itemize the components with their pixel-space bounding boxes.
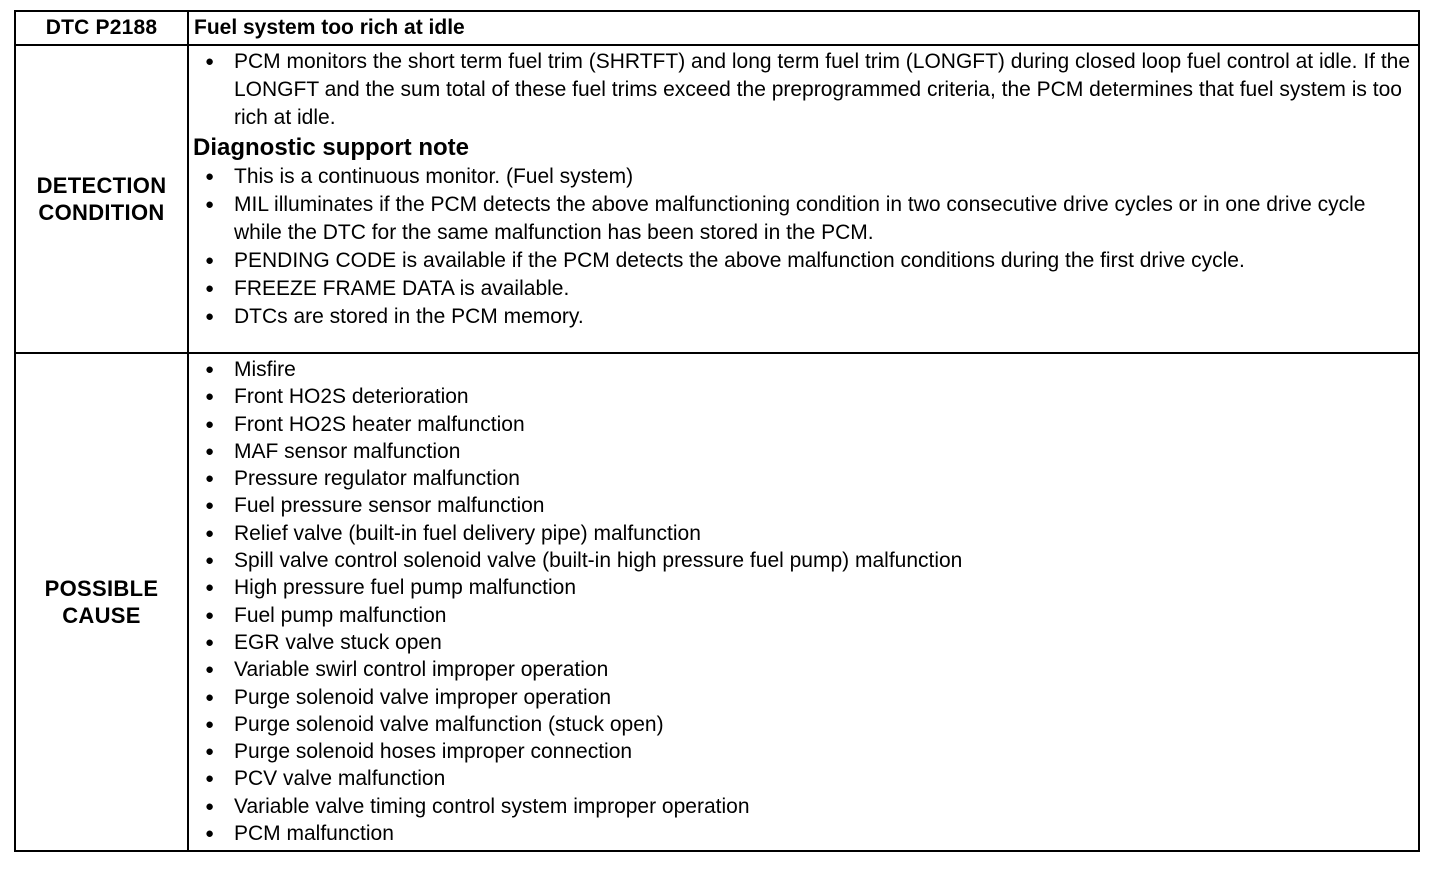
bullet-icon: ● (205, 252, 215, 269)
header-row (15, 11, 1419, 45)
list-item (193, 411, 1410, 438)
list-item-text: Variable valve timing control system improper operation (234, 794, 750, 818)
bullet-icon: ● (205, 825, 215, 843)
possible-cause-content (188, 353, 1419, 851)
list-item-text: Pressure regulator malfunction (234, 467, 520, 491)
list-item-text: Fuel pressure sensor malfunction (234, 494, 545, 518)
bullet-icon: ● (205, 797, 215, 815)
list-item (193, 629, 1410, 656)
list-item-text: Spill valve control solenoid valve (built-in high pressure fuel pump) malfunction (234, 549, 963, 573)
list-item (193, 275, 1410, 303)
bullet-icon: ● (205, 552, 215, 570)
bullet-icon: ● (205, 715, 215, 733)
bullet-icon: ● (205, 743, 215, 761)
cause-label-line1: POSSIBLE (44, 576, 159, 601)
list-item-text: MIL illuminates if the PCM detects the above malfunctioning condition in two consecutive drive cycles or in one drive cycle while the DTC for the same malfunction has been stored in the PCM. (234, 193, 1366, 244)
detection-intro-list (193, 48, 1410, 132)
list-item-text: MAF sensor malfunction (234, 439, 461, 463)
bullet-icon: ● (205, 470, 215, 488)
bullet-icon: ● (205, 770, 215, 788)
detection-condition-content (188, 45, 1419, 353)
detection-condition-label (15, 45, 188, 353)
list-item-text: Purge solenoid valve improper operation (234, 685, 612, 709)
list-item (193, 383, 1410, 410)
list-item-text: Purge solenoid hoses improper connection (234, 740, 633, 764)
list-item (193, 520, 1410, 547)
bullet-icon: ● (205, 497, 215, 515)
bullet-icon: ● (205, 361, 215, 378)
diagnostic-notes-list (193, 163, 1410, 331)
bullet-icon: ● (205, 415, 215, 433)
list-item-text: High pressure fuel pump malfunction (234, 576, 577, 600)
list-item (193, 247, 1410, 275)
list-item (193, 765, 1410, 792)
dtc-table (14, 10, 1420, 852)
list-item (193, 738, 1410, 765)
list-item (193, 602, 1410, 629)
bullet-icon: ● (205, 688, 215, 706)
possible-cause-label (15, 353, 188, 851)
dtc-code: DTC P2188 (15, 11, 188, 45)
list-item-text: PCM monitors the short term fuel trim (SHRTFT) and long term fuel trim (LONGFT) during closed loop fuel control at idle. If the LONGFT and the sum total of these fuel trims exceed the preprogrammed criteria, the PCM determines that fuel system is too rich at idle. (234, 50, 1411, 129)
list-item (193, 574, 1410, 601)
list-item-text: DTCs are stored in the PCM memory. (234, 305, 584, 328)
bullet-icon: ● (205, 308, 215, 325)
list-item-text: PCV valve malfunction (234, 767, 446, 791)
list-item (193, 793, 1410, 820)
dtc-title: Fuel system too rich at idle (188, 11, 1419, 45)
bullet-icon: ● (205, 168, 215, 185)
list-item (193, 684, 1410, 711)
bullet-icon: ● (205, 579, 215, 597)
bullet-icon: ● (205, 388, 215, 406)
bullet-icon: ● (205, 633, 215, 651)
list-item (193, 547, 1410, 574)
detection-condition-row (15, 45, 1419, 353)
bullet-icon: ● (205, 442, 215, 460)
list-item (193, 465, 1410, 492)
list-item (193, 163, 1410, 191)
cause-label-line2: CAUSE (62, 603, 141, 628)
diagnostic-support-note-heading: Diagnostic support note (193, 134, 469, 161)
list-item (193, 711, 1410, 738)
list-item (193, 356, 1410, 383)
bullet-icon: ● (205, 661, 215, 679)
list-item-text: Misfire (234, 358, 296, 381)
bullet-icon: ● (205, 280, 215, 297)
list-item-text: Fuel pump malfunction (234, 603, 447, 627)
list-item (193, 48, 1410, 132)
list-item-text: PCM malfunction (234, 822, 394, 846)
list-item (193, 303, 1410, 331)
list-item-text: PENDING CODE is available if the PCM detects the above malfunction conditions during the first drive cycle. (234, 249, 1245, 272)
possible-cause-list (193, 356, 1410, 847)
list-item-text: Purge solenoid valve malfunction (stuck open) (234, 712, 664, 736)
list-item-text: Variable swirl control improper operation (234, 658, 609, 682)
list-item (193, 492, 1410, 519)
list-item (193, 438, 1410, 465)
bullet-icon: ● (205, 524, 215, 542)
detection-label-line1: DETECTION (36, 173, 167, 198)
list-item-text: This is a continuous monitor. (Fuel system) (234, 165, 634, 188)
possible-cause-row (15, 353, 1419, 851)
detection-label-line2: CONDITION (38, 200, 165, 225)
list-item-text: Relief valve (built-in fuel delivery pipe) malfunction (234, 521, 701, 545)
bullet-icon: ● (205, 53, 215, 70)
list-item-text: FREEZE FRAME DATA is available. (234, 277, 570, 300)
list-item (193, 656, 1410, 683)
list-item (193, 820, 1410, 847)
bullet-icon: ● (205, 606, 215, 624)
list-item (193, 191, 1410, 247)
bullet-icon: ● (205, 196, 215, 213)
list-item-text: Front HO2S heater malfunction (234, 412, 525, 436)
list-item-text: Front HO2S deterioration (234, 385, 469, 409)
list-item-text: EGR valve stuck open (234, 630, 442, 654)
